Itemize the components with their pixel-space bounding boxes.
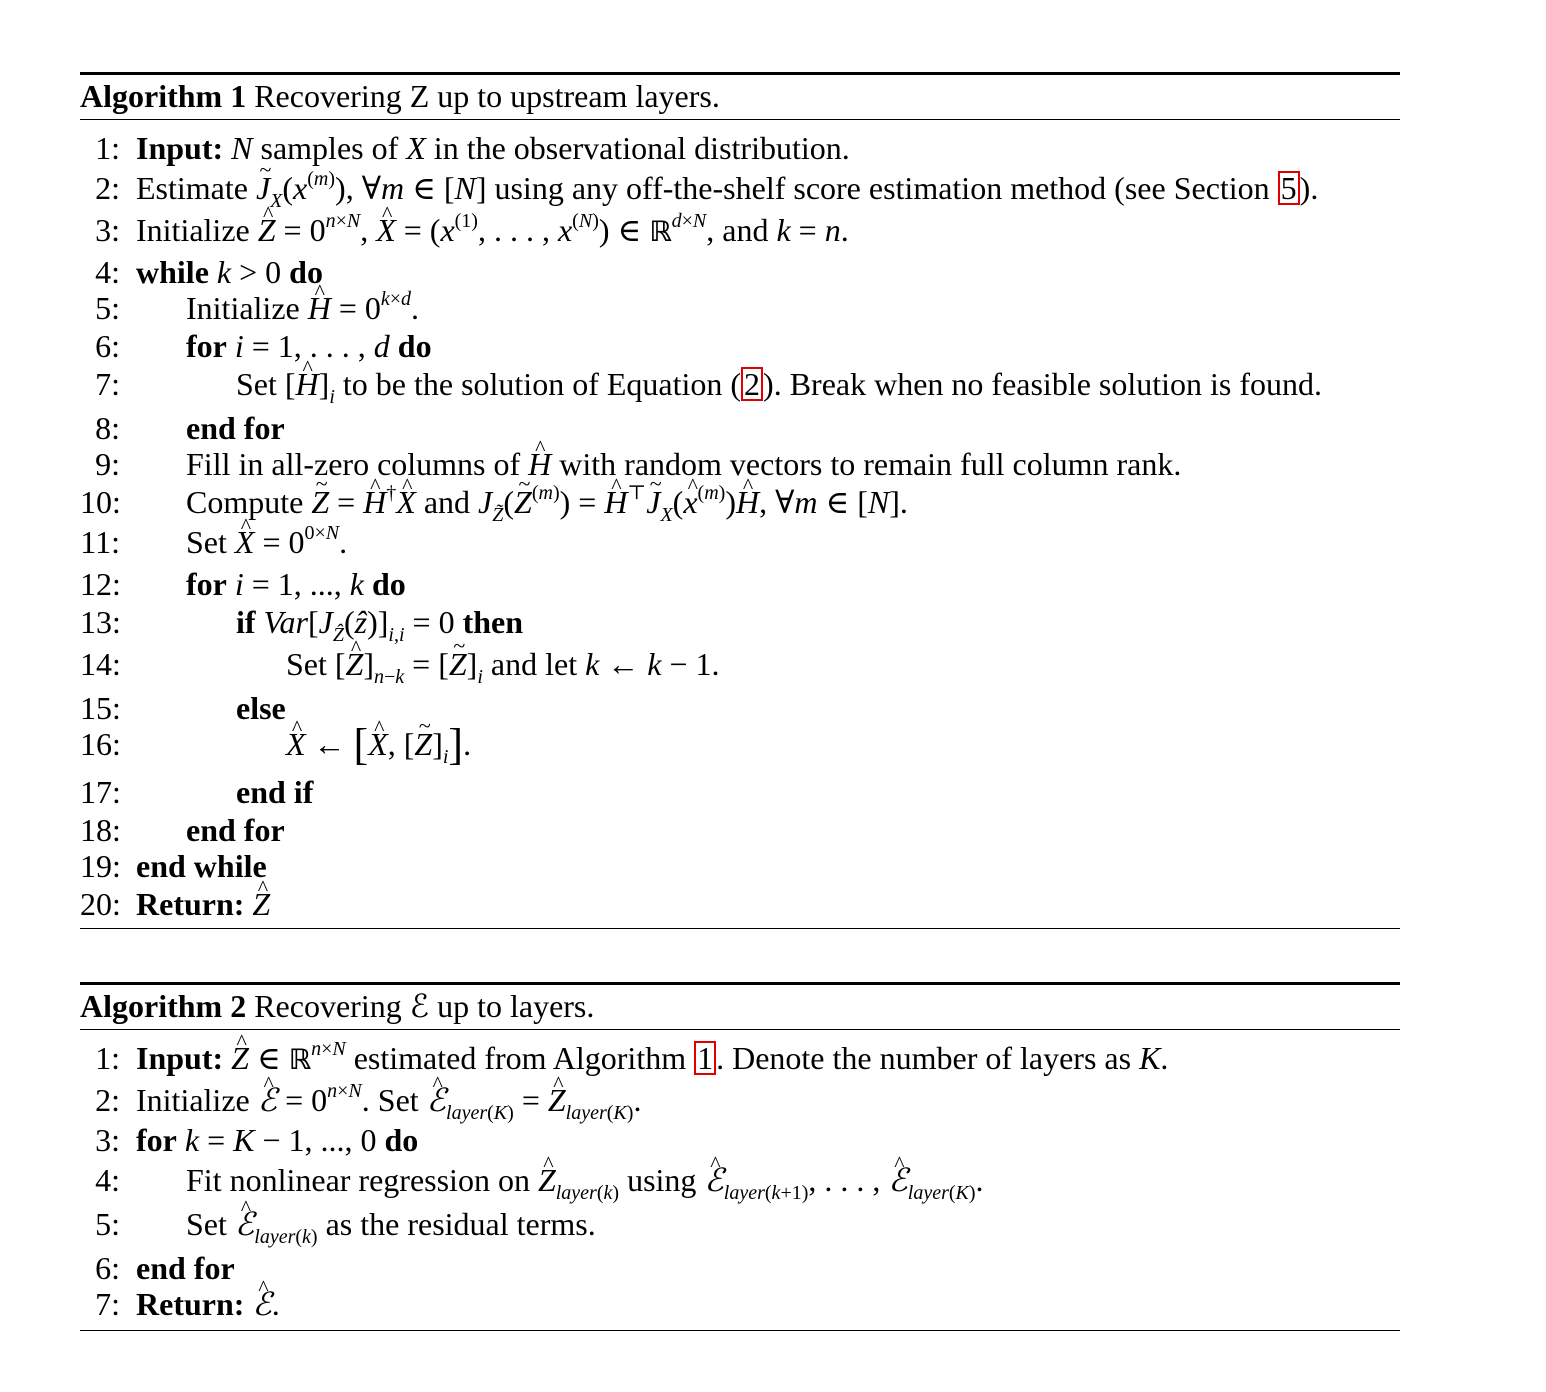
algorithm-line — [80, 328, 1400, 366]
line-number: 9: — [95, 446, 120, 482]
algorithm-line — [80, 366, 1400, 410]
line-text: Input: N samples of X in the observational distribution. — [136, 130, 850, 166]
algorithm-caption — [80, 75, 1400, 120]
algorithm-body — [80, 120, 1400, 929]
algorithm-line — [80, 1122, 1400, 1162]
line-text: Initialize ℰ ^ = $0^{n\times N}$. Set ℰ $\^{}_{layer(K)} = Z$ $\^{}_{layer(K)}$. — [136, 1082, 641, 1118]
line-number: 20: — [80, 886, 121, 922]
line-text: end for — [186, 812, 285, 848]
line-number: 4: — [95, 1162, 120, 1198]
algorithm-line — [80, 848, 1400, 886]
algorithm-body — [80, 1030, 1400, 1331]
algorithm-label: Algorithm 1 — [80, 78, 247, 114]
line-text: for i = 1, . . . , d do — [186, 328, 432, 364]
line-number: 13: — [80, 604, 121, 640]
line-number: 7: — [95, 366, 120, 402]
algorithm-line — [80, 254, 1400, 290]
line-number: 2: — [95, 1082, 120, 1118]
algorithm-line — [80, 1040, 1400, 1082]
algorithm-line — [80, 774, 1400, 812]
algorithm-line — [80, 290, 1400, 328]
algorithm-line — [80, 130, 1400, 170]
algorithm-line — [80, 1162, 1400, 1206]
line-number: 8: — [95, 410, 120, 446]
algorithm-caption — [80, 985, 1400, 1030]
line-text: Fill in all-zero columns of H ^ with random vectors to remain full column rank. — [136, 446, 1181, 482]
line-text: Set ℰ $\^{}_{layer(k)}$ as the residual terms. — [136, 1206, 596, 1242]
line-text: if $Var[J_Ẑ(ẑ)]_{i,i} = 0$ then — [236, 604, 524, 646]
line-text: Fit nonlinear regression on Z $\^{}_{layer(k)}$ using ℰ $\^{}_{layer(k+1)}$, . . . , ℰ $\^{}_{layer(K)}$. — [136, 1162, 984, 1198]
line-number: 5: — [95, 1206, 120, 1242]
line-number: 11: — [80, 524, 120, 560]
line-number: 2: — [95, 170, 120, 206]
algorithm-line — [80, 1206, 1400, 1250]
algorithm-line — [80, 1082, 1400, 1122]
algorithm-line — [80, 410, 1400, 446]
algorithm-line — [80, 446, 1400, 484]
line-number: 3: — [95, 212, 120, 248]
line-text: Return: Z ^ — [136, 886, 270, 922]
algorithm-title: Recovering ℰ up to layers. — [254, 988, 595, 1024]
algorithm-label: Algorithm 2 — [80, 988, 247, 1024]
line-number: 15: — [80, 690, 121, 726]
algorithm-line — [80, 720, 1400, 774]
line-text: while k > 0 do — [136, 254, 323, 290]
algorithm-line — [80, 886, 1400, 922]
algorithm-line — [80, 212, 1400, 254]
algorithm-line — [80, 646, 1400, 690]
algorithm-title: Recovering Z up to upstream layers. — [254, 78, 720, 114]
algorithm-2-block — [80, 982, 1400, 1331]
line-text: end while — [136, 848, 267, 884]
algorithm-line — [80, 812, 1400, 848]
algorithm-1-block — [80, 72, 1400, 929]
line-text: Set [Z $\^{}]_{n-k} = [Z$ $\sim]_i$ and let k ← k − 1. — [136, 646, 720, 682]
line-text: Estimate J $\sim_X(x^{(m)})$, ∀m ∈ [N] using any off-the-shelf score estimation method (see Section 5). — [136, 170, 1318, 206]
line-number: 19: — [80, 848, 121, 884]
line-text: Initialize Z ^ = $0^{n\times N}$, X ^ = ($x^{(1)}$, . . . , $x^{(N)}$) ∈ ℝ$^{d\times N}$, and k = n. — [136, 212, 849, 248]
line-text: Input: Z ^ ∈ ℝ$^{n\times N}$ estimated from Algorithm 1. Denote the number of layers as K. — [136, 1040, 1168, 1076]
line-text: for k = K − 1, ..., 0 do — [136, 1122, 419, 1158]
line-text: X ^ ← [X ^, [Z $\sim]_i$]. — [136, 726, 471, 762]
line-text: Return: ℰ ^. — [136, 1286, 280, 1322]
line-text: Initialize H ^ = $0^{k\times d}$. — [136, 290, 419, 326]
line-number: 3: — [95, 1122, 120, 1158]
line-text: end if — [236, 774, 314, 810]
line-number: 12: — [80, 566, 121, 602]
algorithm-line — [80, 690, 1400, 726]
algorithm-line — [80, 604, 1400, 646]
algorithm-line — [80, 170, 1400, 212]
line-number: 6: — [95, 1250, 120, 1286]
line-text: Set X ^ = $0^{0\times N}$. — [136, 524, 347, 560]
line-number: 4: — [95, 254, 120, 290]
line-number: 6: — [95, 328, 120, 364]
line-number: 17: — [80, 774, 121, 810]
algorithm-line — [80, 524, 1400, 566]
line-text: Set [H $\^{}]_i$ to be the solution of Equation (2). Break when no feasible solution is found. — [136, 366, 1322, 402]
line-number: 1: — [95, 130, 120, 166]
line-text: end for — [186, 410, 285, 446]
line-number: 10: — [80, 484, 121, 520]
line-number: 1: — [95, 1040, 120, 1076]
algorithm-line — [80, 566, 1400, 604]
algorithm-line — [80, 1250, 1400, 1286]
line-text: else — [236, 690, 286, 726]
line-text: for i = 1, ..., k do — [186, 566, 406, 602]
line-number: 16: — [80, 726, 121, 762]
algorithm-line — [80, 484, 1400, 524]
line-number: 14: — [80, 646, 121, 682]
line-number: 18: — [80, 812, 121, 848]
line-number: 7: — [95, 1286, 120, 1322]
line-number: 5: — [95, 290, 120, 326]
line-text: end for — [136, 1250, 235, 1286]
algorithm-line — [80, 1286, 1400, 1324]
line-text: Compute Z ~ = H ^†X ^ and $J_{Z̃}(Z$ ~$^{(m)}$) = H ^⊤J $\sim_X(x$ ^$^{(m)}$)H ^, ∀m ∈ [N]. — [136, 484, 908, 520]
